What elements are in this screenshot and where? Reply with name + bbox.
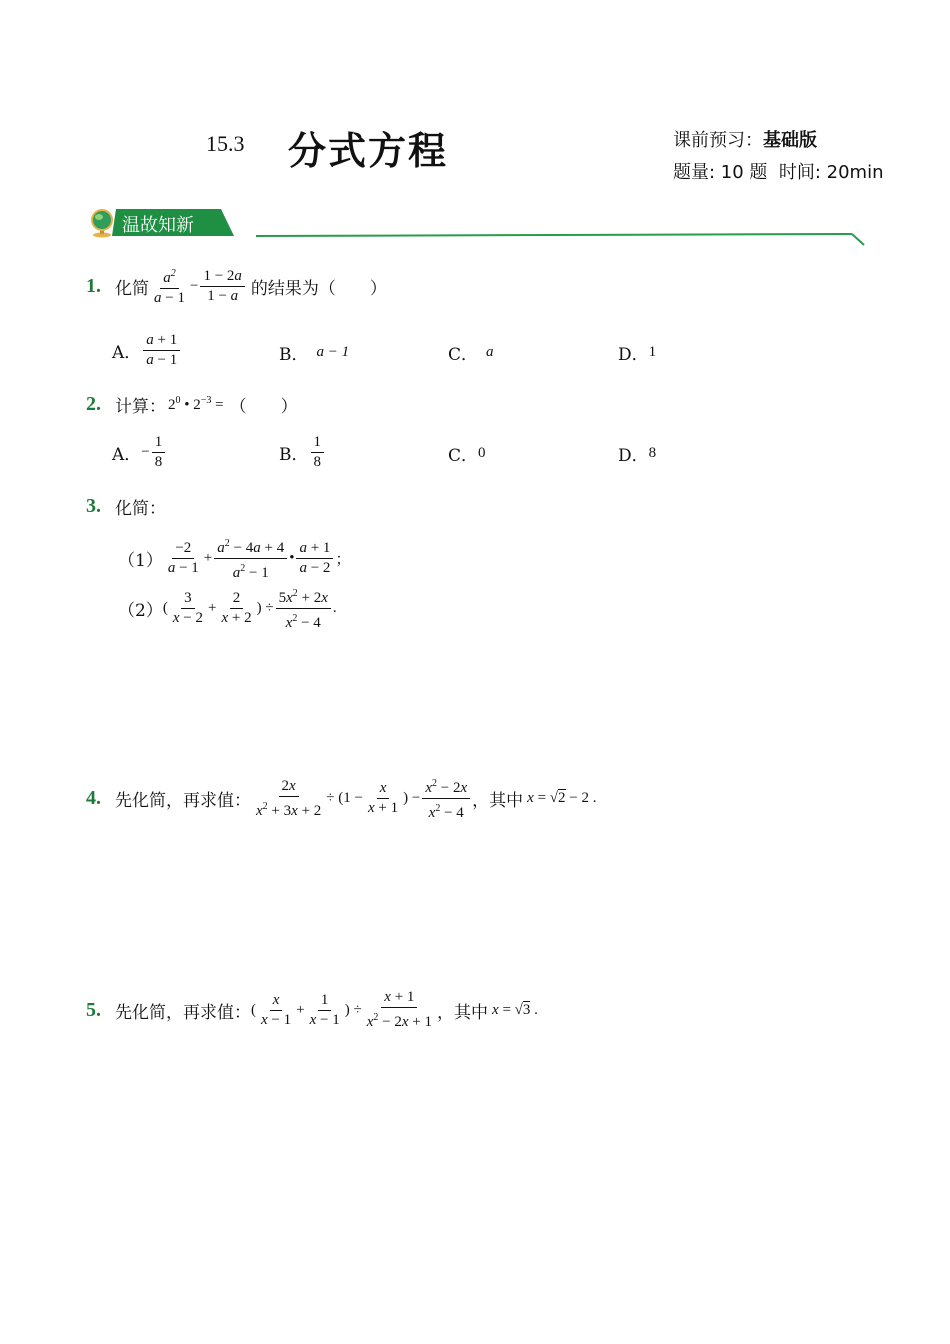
preview-label: 课前预习： (673, 130, 763, 151)
question-mid: ，其中 (437, 1002, 489, 1023)
page-title: 分式方程 (288, 129, 449, 173)
option-d[interactable] (618, 441, 656, 466)
option-value: a − 1 (316, 344, 350, 360)
option-letter: A． (112, 445, 142, 465)
option-letter: B． (279, 345, 309, 365)
question-5: 5. 先化简，再求值： ( $\frac{x}{x - 1}$ + $\frac{1}{x - 1}$ ) ÷ $\frac{x + 1}{x^2 - 2x + 1}$ ，其中 x = √3 . (86, 989, 538, 1030)
question-prefix: 先化简，再求值： (115, 791, 251, 811)
question-3-part-1: （1） $\frac{-2}{a - 1}$ + $\frac{a^2 - 4a + 4}{a^2 - 1}$ • $\frac{a + 1}{a - 2}$ ； (118, 534, 350, 583)
option-b[interactable] (279, 433, 326, 472)
question-number: 4. (86, 787, 101, 809)
option-a[interactable] (112, 331, 182, 370)
fraction: $\frac{x^2 - 2x}{x^2 - 4}$ (422, 774, 470, 823)
option-letter: C． (448, 446, 479, 466)
option-c[interactable] (448, 340, 494, 365)
part-label: （1） (118, 551, 163, 571)
question-suffix: 的结果为（ ） (250, 278, 387, 299)
fraction: $\frac{a + 1}{a - 2}$ (296, 539, 333, 578)
fraction: $\frac{1}{8}$ (152, 433, 166, 472)
option-letter: C． (448, 345, 479, 365)
question-3 (86, 494, 166, 519)
option-letter: D． (618, 446, 649, 466)
fraction: $\frac{x + 1}{x^2 - 2x + 1}$ (366, 989, 433, 1030)
question-number: 2. (86, 393, 101, 415)
banner-label: 温故知新 (122, 215, 194, 236)
part-label: （2） (118, 601, 163, 621)
fraction: $\frac{5x^2 + 2x}{x^2 - 4}$ (276, 584, 331, 633)
option-value: 1 (648, 344, 657, 360)
option-letter: A． (112, 343, 142, 363)
fraction: $\frac{x}{x - 1}$ (261, 991, 292, 1028)
fraction: $\frac{1}{8}$ (311, 433, 325, 472)
option-letter: B． (279, 445, 309, 465)
fraction: $\frac{a + 1}{a - 1}$ (143, 331, 180, 370)
option-a[interactable]: A． − $\frac{1}{8}$ (112, 433, 167, 472)
question-3-part-2: （2） ( $\frac{3}{x - 2}$ + $\frac{2}{x + 2}$ ) ÷ $\frac{5x^2 + 2x}{x^2 - 4}$ . (118, 584, 337, 633)
option-value: 0 (478, 445, 486, 461)
option-letter: D． (618, 345, 649, 365)
fraction: $\frac{a^2 - 4a + 4}{a^2 - 1}$ (214, 534, 287, 583)
fraction: $\frac{2x}{x^2 + 3x + 2}$ (256, 777, 322, 819)
question-prefix: 化简： (115, 499, 166, 519)
option-b[interactable] (279, 340, 349, 365)
fraction: $\frac{1 - 2a}{1 - a}$ (200, 267, 244, 306)
question-number: 1. (86, 274, 101, 297)
preview-info (673, 126, 817, 152)
quiz-meta: 题量: 10 题 时间: 20min (673, 162, 884, 183)
question-prefix: 计算： (115, 397, 166, 417)
question-prefix: 化简 (115, 278, 149, 299)
option-d[interactable] (618, 340, 656, 365)
option-value: 8 (648, 445, 657, 461)
fraction: $\frac{1}{x - 1}$ (309, 991, 340, 1028)
expression: $2^0$ • $2^{-3}$ = (168, 395, 224, 413)
fraction: $\frac{2}{x + 2}$ (221, 590, 252, 626)
option-c[interactable] (448, 441, 486, 466)
question-mid: ，其中 (472, 791, 524, 811)
question-number: 5. (86, 998, 101, 1021)
question-prefix: 先化简，再求值： (115, 1002, 251, 1023)
question-2 (86, 392, 298, 417)
option-value: a (486, 344, 494, 360)
question-4: 4. 先化简，再求值： $\frac{2x}{x^2 + 3x + 2}$ ÷ (1 − $\frac{x}{x + 1}$ ) − $\frac{x^2 - 2x}{x^2 - 4}$ ，其中 x = √2 − 2 . (86, 774, 596, 823)
condition: x = √2 − 2 . (527, 790, 597, 806)
banner-graphic (88, 204, 868, 248)
question-1: 1. 化简 $\frac{a^2}{a - 1}$ − $\frac{1 - 2a}{1 - a}$ 的结果为（ ） (86, 264, 387, 308)
question-number: 3. (86, 495, 101, 517)
section-banner (88, 204, 868, 248)
condition: x = √3 . (492, 1001, 538, 1018)
section-number: 15.3 (206, 131, 245, 156)
fraction: $\frac{3}{x - 2}$ (172, 590, 203, 626)
fraction: $\frac{a^2}{a - 1}$ (151, 264, 188, 308)
preview-level: 基础版 (763, 130, 817, 151)
fraction: $\frac{-2}{a - 1}$ (167, 540, 199, 576)
question-suffix: （ ） (229, 397, 298, 417)
globe-icon (92, 210, 112, 238)
fraction: $\frac{x}{x + 1}$ (367, 780, 399, 816)
